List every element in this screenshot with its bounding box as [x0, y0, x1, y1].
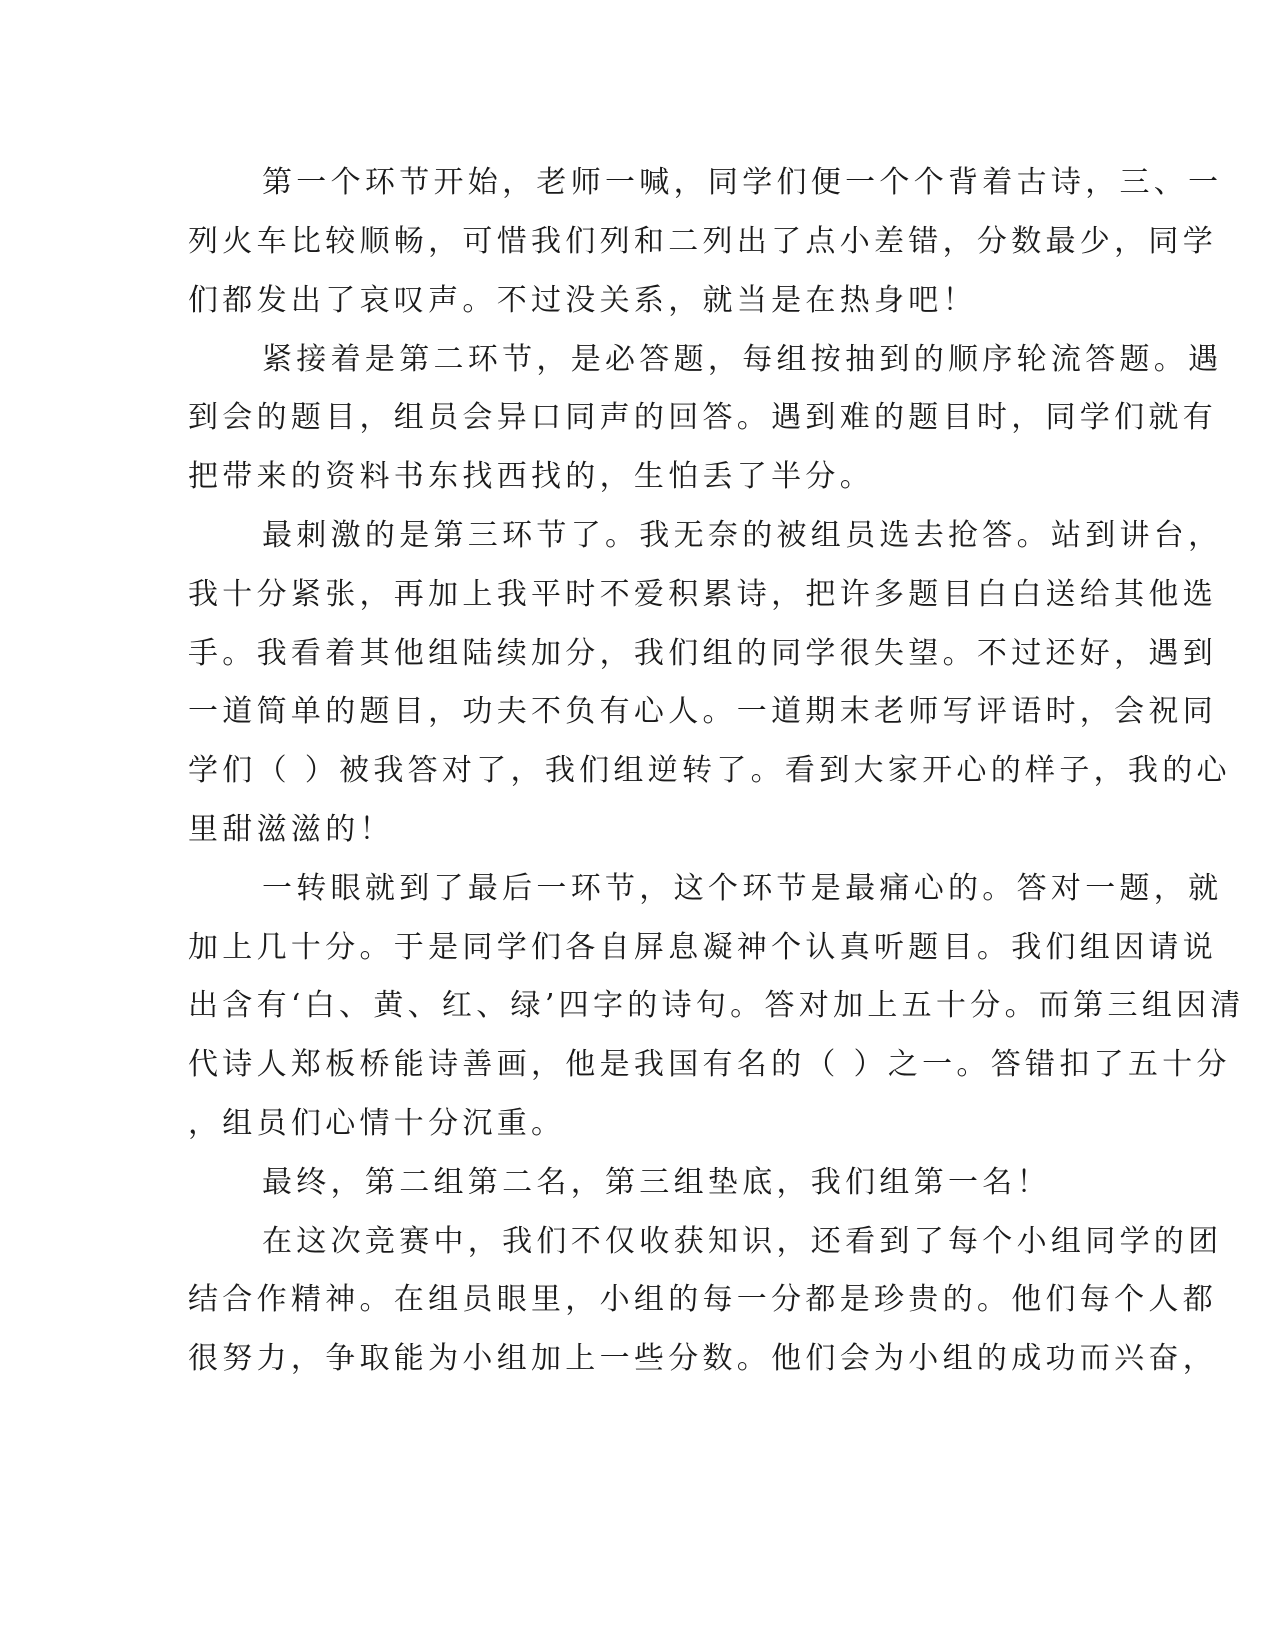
text-line: 们都发出了哀叹声。不过没关系，就当是在热身吧！: [188, 283, 977, 318]
text-line: 列火车比较顺畅，可惜我们列和二列出了点小差错，分数最少，同学: [188, 224, 1217, 259]
document-page: [188, 0, 1245, 1650]
text-line: 结合作精神。在组员眼里，小组的每一分都是珍贵的。他们每个人都: [188, 1282, 1217, 1317]
text-line: 里甜滋滋的！: [188, 812, 394, 847]
text-line: 我十分紧张，再加上我平时不爱积累诗，把许多题目白白送给其他选: [188, 577, 1217, 612]
text-line: 手。我看着其他组陆续加分，我们组的同学很失望。不过还好，遇到: [188, 636, 1217, 671]
text-line: 紧接着是第二环节，是必答题，每组按抽到的顺序轮流答题。遇: [262, 342, 1223, 377]
text-line: 出含有‘白、黄、红、绿’四字的诗句。答对加上五十分。而第三组因清: [188, 988, 1245, 1023]
text-line: 最终，第二组第二名，第三组垫底，我们组第一名！: [262, 1165, 1051, 1200]
text-line: 到会的题目，组员会异口同声的回答。遇到难的题目时，同学们就有: [188, 400, 1217, 435]
text-line: 代诗人郑板桥能诗善画，他是我国有名的（ ）之一。答错扣了五十分: [188, 1047, 1231, 1082]
text-line: 很努力，争取能为小组加上一些分数。他们会为小组的成功而兴奋，: [188, 1341, 1217, 1376]
text-line: 最刺激的是第三环节了。我无奈的被组员选去抢答。站到讲台，: [262, 518, 1223, 553]
text-line: 一道简单的题目，功夫不负有心人。一道期末老师写评语时，会祝同: [188, 694, 1217, 729]
text-line: 学们（ ）被我答对了，我们组逆转了。看到大家开心的样子，我的心: [188, 753, 1231, 788]
text-line: 一转眼就到了最后一环节，这个环节是最痛心的。答对一题，就: [262, 871, 1223, 906]
text-line: 加上几十分。于是同学们各自屏息凝神个认真听题目。我们组因请说: [188, 930, 1217, 965]
text-line: 把带来的资料书东找西找的，生怕丢了半分。: [188, 459, 874, 494]
text-line: 在这次竞赛中，我们不仅收获知识，还看到了每个小组同学的团: [262, 1224, 1223, 1259]
text-line: ，组员们心情十分沉重。: [188, 1106, 566, 1141]
text-line: 第一个环节开始，老师一喊，同学们便一个个背着古诗，三、一: [262, 165, 1223, 200]
